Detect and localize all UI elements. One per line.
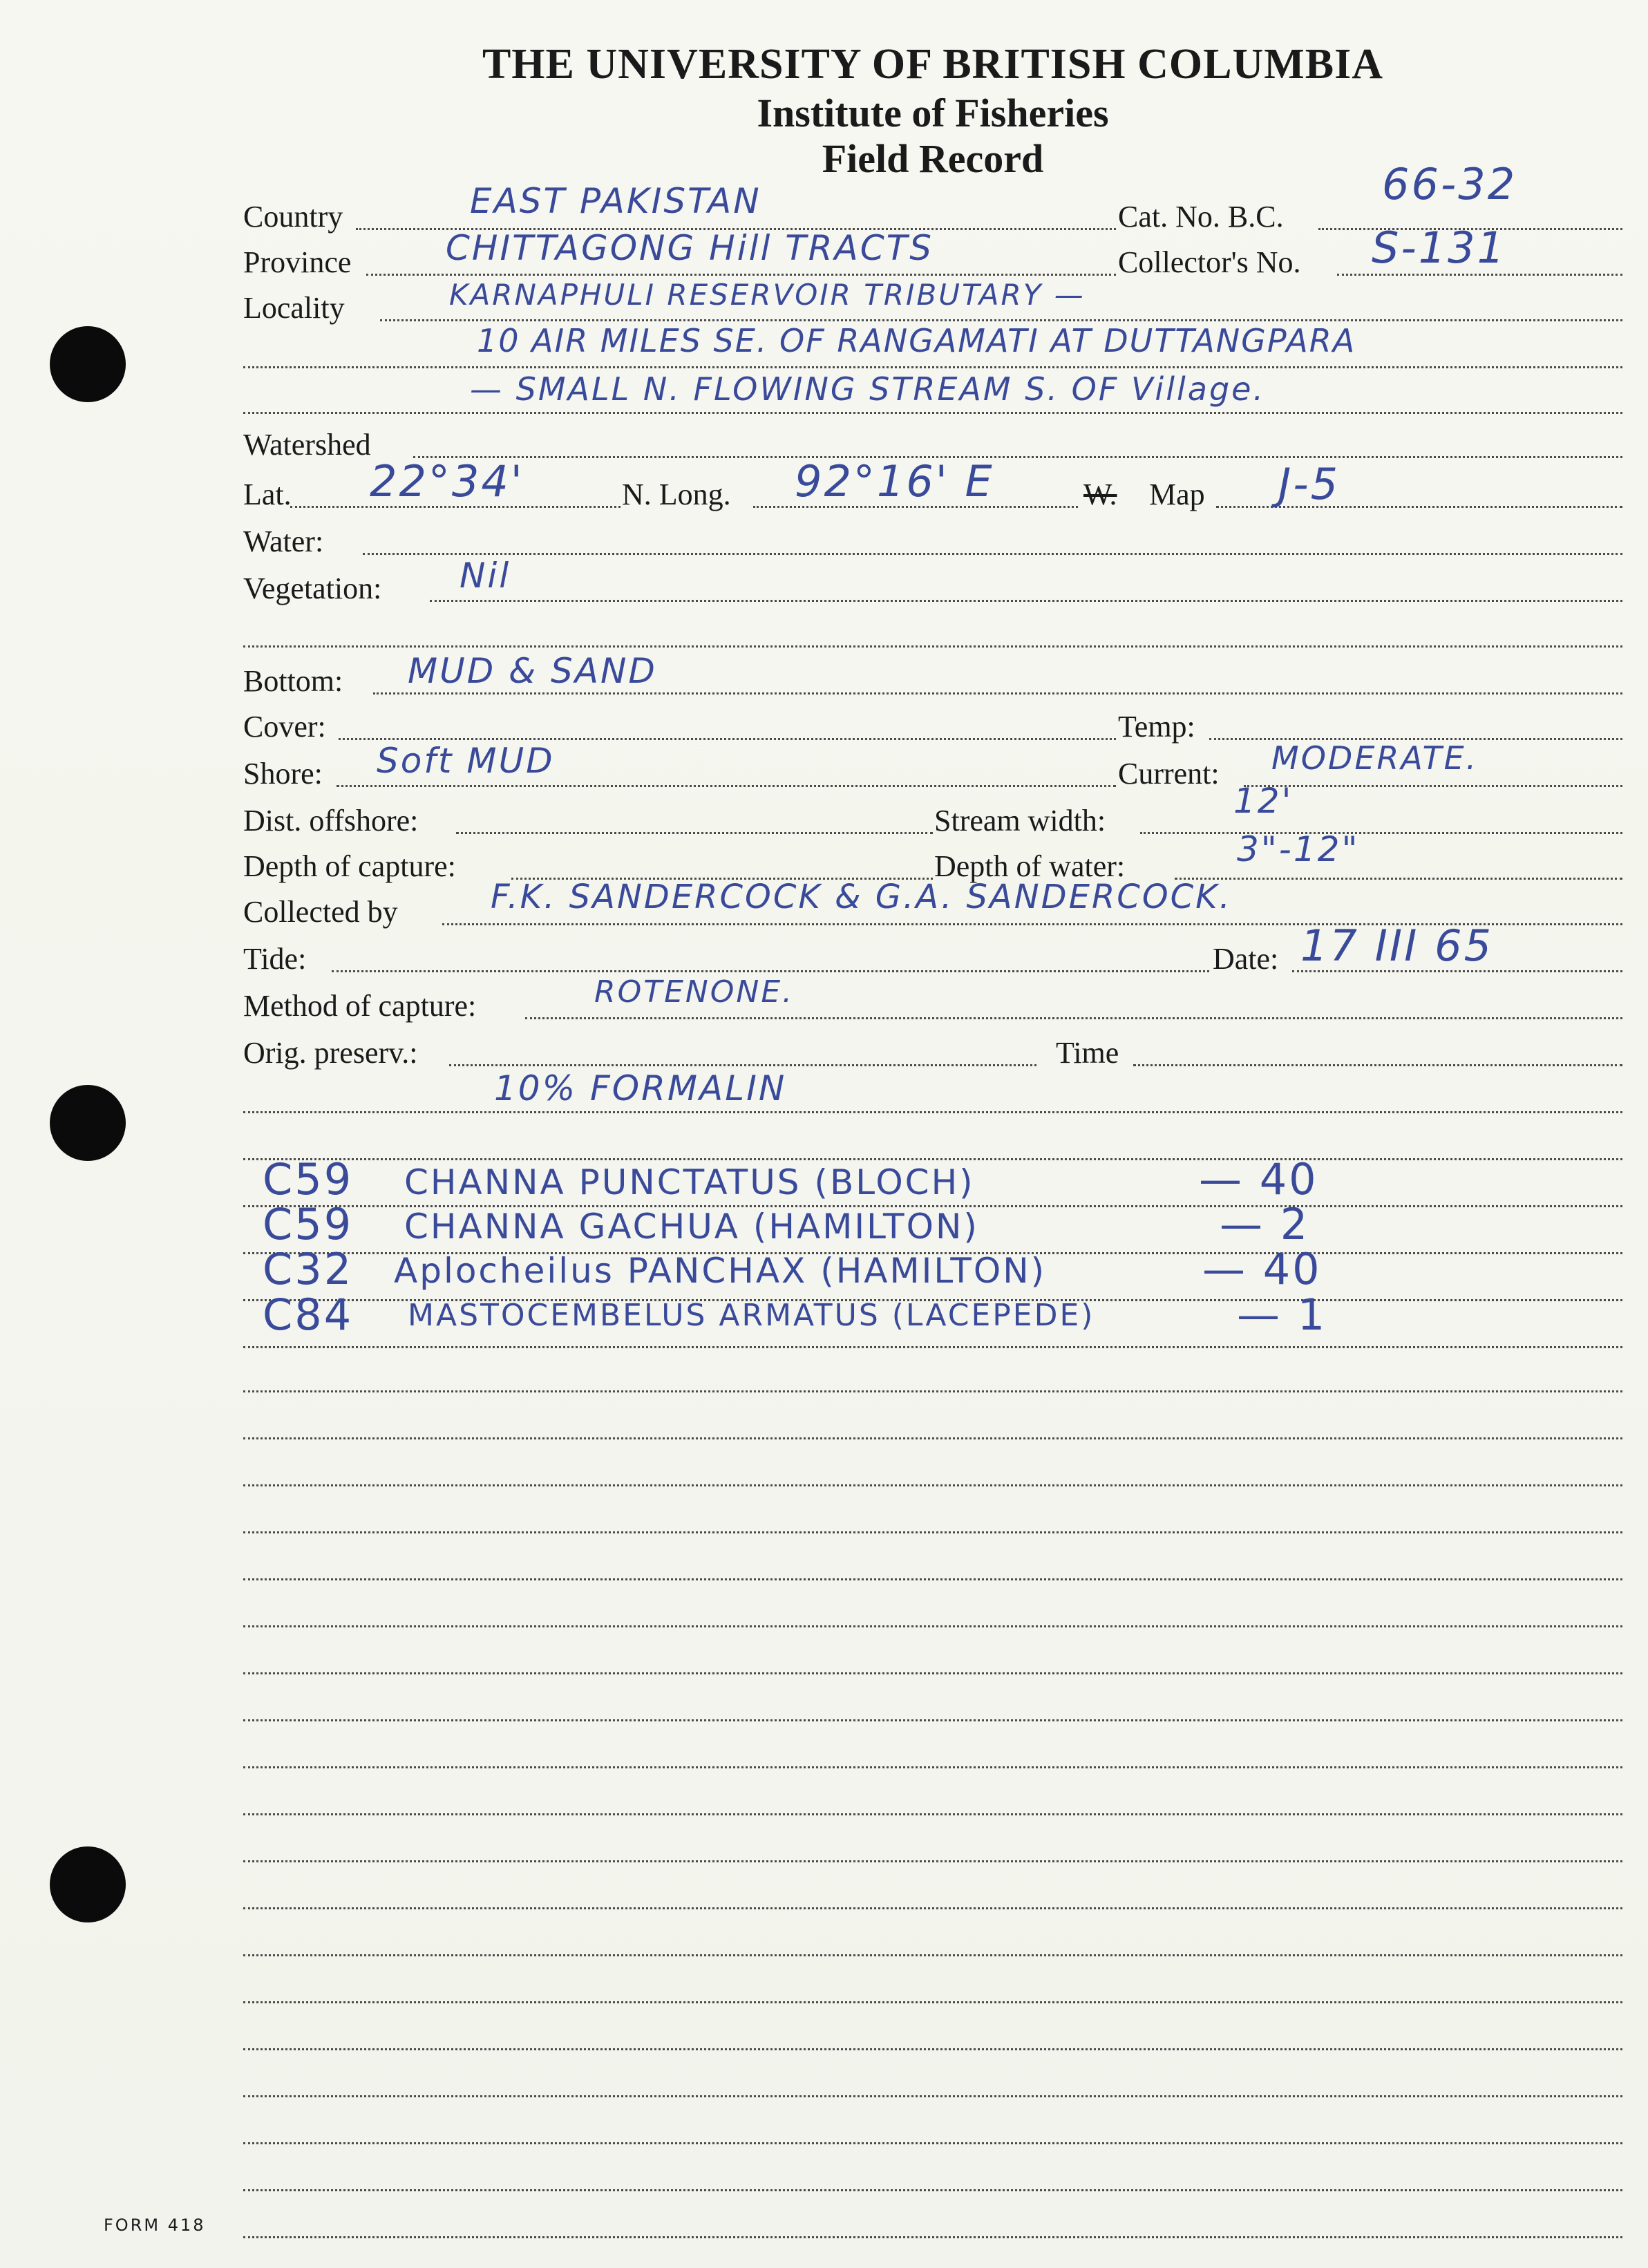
orig-preserv-line-2 [243, 1111, 1622, 1113]
stream-width-label: Stream width: [934, 804, 1106, 838]
locality-line-2 [243, 366, 1622, 368]
map-line [1216, 506, 1622, 508]
specimen-line [243, 2236, 1622, 2238]
specimen-line [243, 2048, 1622, 2050]
vegetation-label: Vegetation: [243, 571, 382, 605]
w-label: W. [1083, 478, 1117, 511]
province-line [366, 274, 1116, 276]
locality-value-2: 10 AIR MILES SE. OF RANGAMATI AT DUTTANGPARA [477, 322, 1356, 359]
specimen-name: Aplocheilus PANCHAX (HAMILTON) [394, 1251, 1047, 1291]
method-line [525, 1017, 1622, 1019]
shore-label: Shore: [243, 757, 323, 791]
cat-no-label: Cat. No. B.C. [1118, 200, 1284, 234]
specimen-name: CHANNA GACHUA (HAMILTON) [404, 1207, 979, 1247]
depth-water-label: Depth of water: [934, 849, 1126, 883]
vegetation-line-2 [243, 645, 1622, 648]
map-label: Map [1149, 478, 1205, 511]
stream-width-value: 12' [1233, 781, 1294, 821]
university-heading: THE UNIVERSITY OF BRITISH COLUMBIA [482, 41, 1384, 88]
date-value: 17 III 65 [1300, 920, 1494, 971]
water-line [363, 553, 1622, 555]
date-label: Date: [1213, 942, 1279, 976]
specimen-count: — 1 [1237, 1289, 1327, 1340]
punch-hole [50, 1085, 126, 1161]
province-value: CHITTAGONG Hill TRACTS [446, 228, 934, 268]
method-label: Method of capture: [243, 989, 477, 1023]
vegetation-value: Nil [460, 556, 511, 596]
orig-preserv-line [449, 1064, 1036, 1066]
cover-line [339, 738, 1116, 740]
locality-value-3: — SMALL N. FLOWING STREAM S. OF Village. [470, 370, 1266, 408]
collectors-no-value: S-131 [1372, 223, 1507, 273]
institute-heading: Institute of Fisheries [757, 91, 1109, 135]
watershed-line [413, 456, 1622, 458]
lat-value: 22°34' [370, 456, 524, 507]
bottom-label: Bottom: [243, 664, 343, 698]
stream-width-line [1140, 832, 1622, 834]
punch-hole [50, 1846, 126, 1922]
specimen-name: CHANNA PUNCTATUS (BLOCH) [404, 1162, 975, 1202]
country-value: EAST PAKISTAN [470, 181, 761, 221]
specimen-line [243, 1954, 1622, 1956]
specimen-line [243, 1907, 1622, 1909]
form-number: FORM 418 [104, 2215, 206, 2235]
cat-no-value: 66-32 [1382, 159, 1517, 209]
dist-offshore-line [456, 832, 933, 834]
orig-preserv-value: 10% FORMALIN [494, 1068, 787, 1108]
specimen-code: C59 [263, 1154, 354, 1204]
dist-offshore-label: Dist. offshore: [243, 804, 419, 838]
specimen-code: C59 [263, 1199, 354, 1249]
time-label: Time [1056, 1036, 1119, 1070]
punch-hole [50, 326, 126, 402]
specimen-line [243, 2142, 1622, 2144]
specimen-name: MASTOCEMBELUS ARMATUS (LACEPEDE) [408, 1298, 1095, 1333]
map-value: J-5 [1278, 459, 1341, 509]
specimen-line [243, 1531, 1622, 1533]
depth-water-value: 3"-12" [1237, 829, 1360, 869]
locality-line-1 [380, 319, 1622, 321]
specimen-code: C84 [263, 1289, 354, 1340]
depth-capture-label: Depth of capture: [243, 849, 456, 883]
country-label: Country [243, 200, 343, 234]
bottom-line [373, 692, 1622, 694]
collected-by-value: F.K. SANDERCOCK & G.A. SANDERCOCK. [491, 878, 1232, 916]
specimen-line [243, 1625, 1622, 1627]
current-value: MODERATE. [1271, 739, 1479, 777]
specimen-line [243, 1672, 1622, 1674]
specimen-line [243, 2189, 1622, 2191]
specimen-line [243, 1158, 1622, 1160]
watershed-label: Watershed [243, 428, 371, 462]
tide-label: Tide: [243, 942, 307, 976]
specimen-line [243, 1766, 1622, 1768]
specimen-line [243, 1860, 1622, 1862]
bottom-value: MUD & SAND [408, 651, 657, 691]
n-long-label: N. Long. [622, 478, 731, 511]
orig-preserv-label: Orig. preserv.: [243, 1036, 418, 1070]
cover-label: Cover: [243, 710, 326, 744]
specimen-count: — 40 [1202, 1244, 1322, 1294]
locality-value-1: KARNAPHULI RESERVOIR TRIBUTARY — [449, 278, 1086, 312]
locality-line-3 [243, 412, 1622, 414]
specimen-line [243, 1813, 1622, 1815]
specimen-line [243, 1390, 1622, 1392]
shore-value: Soft MUD [377, 741, 555, 781]
specimen-line [243, 1346, 1622, 1348]
collected-by-label: Collected by [243, 895, 398, 929]
shore-line [337, 785, 1116, 787]
specimen-line [243, 2095, 1622, 2097]
specimen-line [243, 1437, 1622, 1439]
collectors-no-label: Collector's No. [1118, 245, 1301, 279]
tide-line [332, 970, 1209, 972]
long-value: 92°16' E [795, 456, 994, 507]
current-label: Current: [1118, 757, 1220, 791]
province-label: Province [243, 245, 352, 279]
form-title: Field Record [822, 136, 1044, 181]
specimen-line [243, 1578, 1622, 1580]
specimen-line [243, 2001, 1622, 2003]
specimen-count: — 40 [1199, 1154, 1318, 1204]
vegetation-line [430, 600, 1622, 602]
current-line [1244, 785, 1622, 787]
locality-label: Locality [243, 291, 345, 325]
specimen-count: — 2 [1220, 1199, 1310, 1249]
time-line [1133, 1064, 1622, 1066]
collectors-no-line [1337, 274, 1622, 276]
specimen-line [243, 1484, 1622, 1486]
specimen-code: C32 [263, 1244, 354, 1294]
depth-water-line [1175, 878, 1622, 880]
method-value: ROTENONE. [594, 974, 795, 1010]
water-label: Water: [243, 525, 324, 558]
temp-label: Temp: [1118, 710, 1195, 744]
specimen-line [243, 1719, 1622, 1721]
lat-label: Lat. [243, 478, 292, 511]
